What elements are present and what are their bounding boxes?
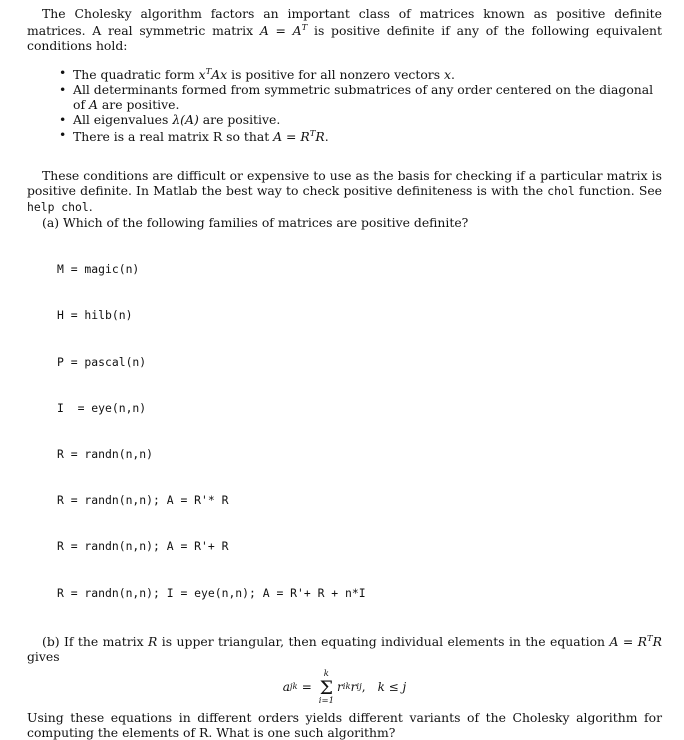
- para2-text: These conditions are difficult or expensive to use as the basis for checking if a particular matrix is positive definite. In Matlab the best way to check positive definiteness is with the: [27, 168, 662, 199]
- intro-math: A = A: [259, 23, 302, 39]
- eq-term2-sub: ij: [356, 682, 362, 693]
- intro-paragraph: [27, 6, 662, 53]
- part-b-sup: T: [646, 633, 653, 644]
- condition-math: R: [315, 129, 325, 145]
- condition-sup: T: [205, 67, 212, 78]
- part-b: [27, 632, 662, 664]
- eq-condition: k ≤ j: [377, 680, 407, 695]
- eq-term2: r: [350, 680, 357, 695]
- condition-text: is positive for all nonzero vectors: [231, 67, 441, 83]
- condition-item: [73, 65, 662, 82]
- part-a-question: (a) Which of the following families of matrices are positive definite?: [42, 215, 469, 231]
- condition-math: x: [444, 67, 452, 83]
- code-line: R = randn(n,n): [57, 447, 154, 461]
- para2-end: .: [88, 199, 93, 215]
- part-b-text3: gives: [27, 648, 60, 664]
- closing-paragraph: Using these equations in different orders yields different variants of the Cholesky algorithm for computing the elements of R. What is one such algorithm?: [27, 709, 662, 740]
- condition-end: .: [324, 129, 329, 145]
- code-line: P = pascal(n): [57, 354, 147, 369]
- condition-text: All eigenvalues: [73, 112, 169, 128]
- sum-upper: k: [323, 668, 329, 679]
- intro-text: The Cholesky algorithm factors an important class of matrices known as positive definite matrices. A real symmetric matrix: [27, 6, 662, 39]
- code-line: I = eye(n,n): [57, 400, 147, 415]
- condition-item: [73, 127, 662, 144]
- para2: [27, 168, 662, 215]
- code-line: R = randn(n,n); I = eye(n,n); A = R'+ R + n*I: [57, 585, 366, 600]
- spacer: [27, 144, 662, 168]
- code-line: R = randn(n,n); A = R'* R: [57, 493, 229, 508]
- sum-operator: [319, 670, 334, 706]
- condition-math: Ax: [211, 67, 228, 83]
- eq-equals: =: [301, 680, 312, 695]
- part-b-math-eq: A = R: [609, 633, 647, 649]
- condition-item: [73, 112, 662, 127]
- eq-lhs: a: [282, 680, 290, 695]
- chol-code: chol: [547, 184, 575, 199]
- condition-end: .: [451, 67, 455, 83]
- intro-sup: T: [301, 23, 308, 33]
- equation: [27, 670, 662, 706]
- code-block: [57, 231, 662, 631]
- part-b-text: (b) If the matrix: [42, 633, 144, 649]
- sum-lower: i=1: [318, 695, 334, 706]
- condition-math: A = R: [273, 129, 310, 145]
- help-chol-code: help chol: [27, 200, 89, 215]
- condition-text: All determinants formed from symmetric submatrices of any order centered on the diagonal of: [73, 82, 654, 113]
- condition-text: are positive.: [202, 112, 281, 128]
- equation-body: a jk = k Σ i=1 r ik r ij , k ≤ j: [282, 668, 407, 706]
- eq-lhs-sub: jk: [289, 682, 298, 693]
- condition-math: x: [198, 67, 206, 83]
- condition-item: [73, 82, 662, 112]
- code-line: R = randn(n,n); A = R'+ R: [57, 539, 229, 554]
- part-b-math: R: [148, 633, 158, 649]
- code-line: M = magic(n): [57, 262, 140, 277]
- condition-text: are positive.: [101, 97, 180, 113]
- conditions-list: [27, 65, 662, 144]
- condition-text: The quadratic form: [73, 67, 195, 83]
- eq-term-sub: ik: [342, 682, 351, 693]
- sum-symbol: Σ: [319, 676, 334, 699]
- code-line: H = hilb(n): [57, 308, 133, 323]
- para2-text2: function. See: [578, 183, 662, 199]
- part-b-text2: is upper triangular, then equating individual elements in the equation: [161, 633, 606, 649]
- condition-sup: T: [309, 129, 316, 140]
- condition-math: A: [89, 97, 98, 113]
- condition-math: λ(A): [172, 112, 199, 128]
- part-b-math-eq2: R: [652, 633, 662, 649]
- condition-text: There is a real matrix R so that: [73, 129, 270, 145]
- intro-text-after: is positive definite if any of the following equivalent conditions hold:: [27, 23, 663, 54]
- eq-term: r: [337, 680, 343, 695]
